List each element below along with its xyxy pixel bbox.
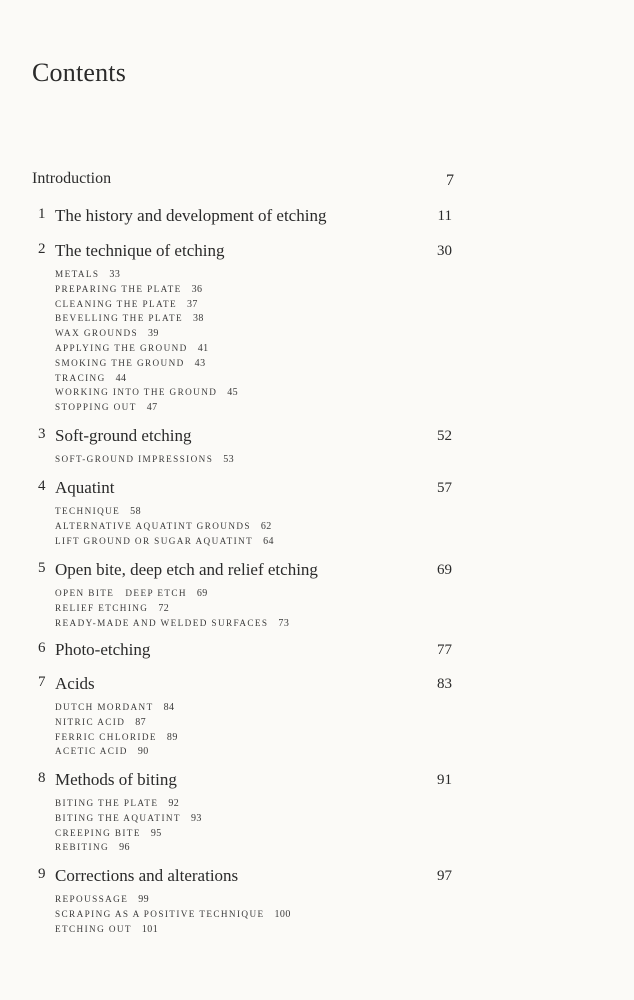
- subsection-entry[interactable]: [55, 616, 289, 631]
- subsection-page-number: 33: [109, 269, 121, 280]
- subsection-title: STOPPING OUT: [55, 402, 137, 413]
- subsection-list: [55, 796, 202, 855]
- chapter-number: 6: [38, 640, 46, 656]
- subsection-page-number: 73: [278, 617, 290, 629]
- subsection-entry[interactable]: [55, 892, 291, 907]
- subsection-page-number: 99: [138, 894, 150, 905]
- subsection-title: WAX GROUNDS: [55, 328, 139, 339]
- subsection-page-number: 100: [274, 908, 291, 920]
- subsection-page-number: 53: [223, 454, 235, 465]
- subsection-page-number: 39: [148, 328, 159, 340]
- subsection-page-number: 58: [130, 506, 141, 517]
- subsection-entry[interactable]: [55, 400, 238, 415]
- subsection-title: READY-MADE AND WELDED SURFACES: [55, 617, 269, 628]
- subsection-page-number: 96: [119, 842, 130, 854]
- chapter-title: Photo-etching: [55, 640, 151, 659]
- subsection-page-number: 64: [263, 535, 274, 547]
- subsection-entry[interactable]: [55, 601, 289, 616]
- subsection-entry[interactable]: [55, 371, 238, 386]
- subsection-title: CREEPING BITE: [55, 827, 141, 838]
- subsection-title: ETCHING OUT: [55, 923, 132, 934]
- page-title: Contents: [32, 58, 127, 87]
- subsection-entry[interactable]: [55, 326, 238, 341]
- chapter-number: 1: [38, 206, 46, 222]
- chapter-number: 2: [38, 241, 46, 257]
- subsection-title: LIFT GROUND OR SUGAR AQUATINT: [55, 535, 254, 546]
- subsection-page-number: 92: [168, 798, 180, 809]
- subsection-title: SCRAPING AS A POSITIVE TECHNIQUE: [55, 908, 265, 919]
- subsection-page-number: 43: [194, 357, 206, 369]
- subsection-entry[interactable]: [55, 922, 291, 937]
- chapter-title: Soft-ground etching: [55, 426, 192, 445]
- chapter-page-number: 30: [437, 243, 452, 259]
- chapter-number: 7: [38, 674, 46, 690]
- subsection-entry[interactable]: [55, 297, 238, 312]
- subsection-entry[interactable]: [55, 356, 238, 371]
- subsection-entry[interactable]: [55, 907, 291, 922]
- subsection-title: FERRIC CHLORIDE: [55, 731, 157, 742]
- subsection-entry[interactable]: [55, 744, 178, 759]
- subsection-entry[interactable]: [55, 341, 238, 356]
- subsection-entry[interactable]: [55, 700, 178, 715]
- chapter-title: Open bite, deep etch and relief etching: [55, 560, 318, 579]
- subsection-page-number: 95: [150, 827, 162, 839]
- chapter-page-number: 83: [437, 676, 452, 692]
- subsection-title: DUTCH MORDANT: [55, 702, 154, 712]
- chapter-title: The history and development of etching: [55, 206, 327, 225]
- chapter-page-number: 91: [437, 772, 452, 788]
- subsection-title: SOFT-GROUND IMPRESSIONS: [55, 454, 214, 464]
- subsection-title: METALS: [55, 269, 100, 279]
- subsection-page-number: 72: [158, 602, 170, 614]
- subsection-title: PREPARING THE PLATE: [55, 283, 182, 294]
- subsection-title: BITING THE AQUATINT: [55, 812, 181, 823]
- subsection-entry[interactable]: [55, 826, 202, 841]
- subsection-page-number: 93: [190, 812, 202, 824]
- subsection-title: TECHNIQUE: [55, 506, 121, 516]
- subsection-list: [55, 586, 289, 630]
- subsection-title: ALTERNATIVE AQUATINT GROUNDS: [55, 520, 251, 531]
- subsection-page-number: 62: [260, 520, 272, 532]
- subsection-entry[interactable]: [55, 385, 238, 400]
- chapter-title: Aquatint: [55, 478, 115, 497]
- subsection-list: [55, 267, 238, 415]
- chapter-number: 9: [38, 866, 46, 882]
- entry-page-number: 7: [446, 172, 454, 189]
- chapter-page-number: 69: [437, 562, 452, 578]
- chapter-title: Methods of biting: [55, 770, 177, 789]
- subsection-title: NITRIC ACID: [55, 716, 126, 727]
- chapter-page-number: 57: [437, 480, 452, 496]
- subsection-page-number: 37: [187, 298, 198, 310]
- subsection-title: APPLYING THE GROUND: [55, 342, 188, 353]
- chapter-number: 4: [38, 478, 46, 494]
- subsection-page-number: 101: [141, 923, 159, 935]
- subsection-entry[interactable]: [55, 267, 238, 282]
- subsection-entry[interactable]: [55, 534, 274, 549]
- subsection-title: CLEANING THE PLATE: [55, 298, 177, 309]
- subsection-page-number: 44: [115, 372, 127, 384]
- subsection-page-number: 45: [227, 387, 239, 399]
- subsection-entry[interactable]: [55, 840, 202, 855]
- subsection-page-number: 36: [191, 283, 203, 295]
- chapter-title: Corrections and alterations: [55, 866, 239, 885]
- subsection-page-number: 84: [163, 702, 175, 713]
- subsection-page-number: 69: [196, 588, 208, 599]
- subsection-title: REPOUSSAGE: [55, 894, 129, 904]
- subsection-list: [55, 452, 234, 467]
- subsection-entry[interactable]: [55, 811, 202, 826]
- subsection-title: RELIEF ETCHING: [55, 602, 149, 613]
- subsection-entry[interactable]: [55, 519, 274, 534]
- subsection-title: SMOKING THE GROUND: [55, 357, 185, 368]
- subsection-title: BITING THE PLATE: [55, 798, 159, 808]
- chapter-number: 3: [38, 426, 46, 442]
- chapter-page-number: 97: [437, 868, 452, 884]
- subsection-entry[interactable]: [55, 282, 238, 297]
- chapter-page-number: 11: [437, 208, 452, 224]
- subsection-entry[interactable]: [55, 504, 274, 519]
- subsection-entry[interactable]: [55, 730, 178, 745]
- chapter-page-number: 77: [437, 642, 452, 658]
- chapter-number: 8: [38, 770, 46, 786]
- subsection-entry[interactable]: [55, 311, 238, 326]
- subsection-page-number: 87: [135, 716, 147, 728]
- chapter-title: The technique of etching: [55, 241, 225, 260]
- subsection-title: ACETIC ACID: [55, 746, 128, 757]
- subsection-page-number: 47: [146, 402, 158, 414]
- subsection-entry[interactable]: [55, 452, 234, 467]
- subsection-page-number: 89: [166, 731, 178, 743]
- subsection-entry[interactable]: [55, 586, 289, 601]
- subsection-list: [55, 504, 274, 548]
- subsection-entry[interactable]: [55, 796, 202, 811]
- chapter-page-number: 52: [437, 428, 452, 444]
- subsection-page-number: 90: [137, 746, 149, 758]
- entry-title: Introduction: [32, 170, 112, 187]
- chapter-title: Acids: [55, 674, 95, 693]
- subsection-title: BEVELLING THE PLATE: [55, 313, 183, 324]
- chapter-number: 5: [38, 560, 46, 576]
- subsection-list: [55, 892, 291, 936]
- subsection-title: WORKING INTO THE GROUND: [55, 387, 218, 398]
- subsection-page-number: 41: [197, 342, 209, 354]
- subsection-title: TRACING: [55, 372, 106, 383]
- subsection-page-number: 38: [193, 313, 204, 325]
- subsection-title: OPEN BITE DEEP ETCH: [55, 588, 187, 598]
- subsection-entry[interactable]: [55, 715, 178, 730]
- subsection-list: [55, 700, 178, 759]
- subsection-title: REBITING: [55, 842, 110, 853]
